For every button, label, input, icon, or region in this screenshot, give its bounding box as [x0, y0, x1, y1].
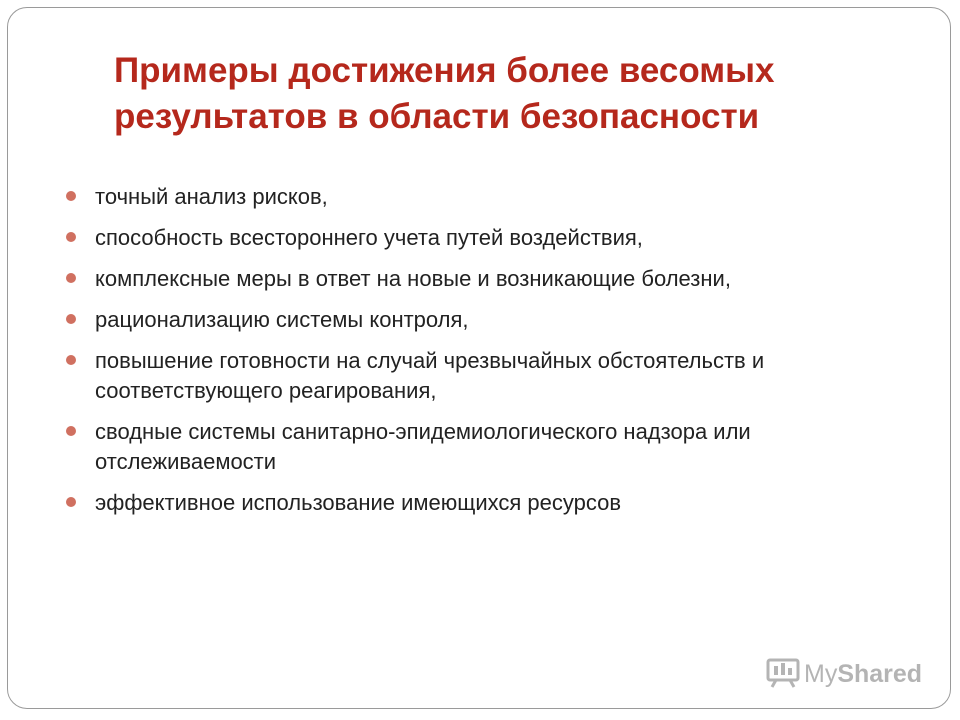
- bullet-dot-icon: [66, 314, 76, 324]
- bullet-item: [64, 223, 904, 253]
- myshared-watermark: [766, 656, 922, 692]
- bullet-item: [64, 305, 904, 335]
- bullet-item: [64, 346, 904, 406]
- bullet-dot-icon: [66, 191, 76, 201]
- presentation-board-icon: [766, 656, 800, 693]
- bullet-text: рационализацию системы контроля,: [95, 307, 469, 332]
- bullet-dot-icon: [66, 497, 76, 507]
- watermark-text-suffix: Shared: [837, 659, 923, 688]
- bullet-text: эффективное использование имеющихся ресурсов: [95, 490, 622, 515]
- slide-title-line-1: Примеры достижения более весомых: [114, 51, 775, 90]
- bullet-item: [64, 488, 904, 518]
- slide-title-line-2: результатов в области безопасности: [114, 97, 760, 136]
- bullet-item: [64, 264, 904, 294]
- bullet-dot-icon: [66, 232, 76, 242]
- bullet-text: способность всестороннего учета путей воздействия,: [95, 225, 643, 250]
- slide-title: [114, 48, 894, 140]
- bullet-item: [64, 417, 904, 477]
- bullet-dot-icon: [66, 426, 76, 436]
- bullet-text: повышение готовности на случай чрезвычайных обстоятельств и соответствующего реагирования,: [95, 348, 765, 403]
- watermark-text: [804, 660, 922, 689]
- bullet-text: точный анализ рисков,: [95, 184, 328, 209]
- bullet-dot-icon: [66, 355, 76, 365]
- bullet-item: [64, 182, 904, 212]
- bullet-text: сводные системы санитарно-эпидемиологического надзора или отслеживаемости: [95, 419, 751, 474]
- bullet-list: [64, 182, 904, 529]
- slide-frame: [7, 7, 951, 709]
- watermark-text-prefix: My: [804, 659, 838, 688]
- bullet-text: комплексные меры в ответ на новые и возникающие болезни,: [95, 266, 731, 291]
- bullet-dot-icon: [66, 273, 76, 283]
